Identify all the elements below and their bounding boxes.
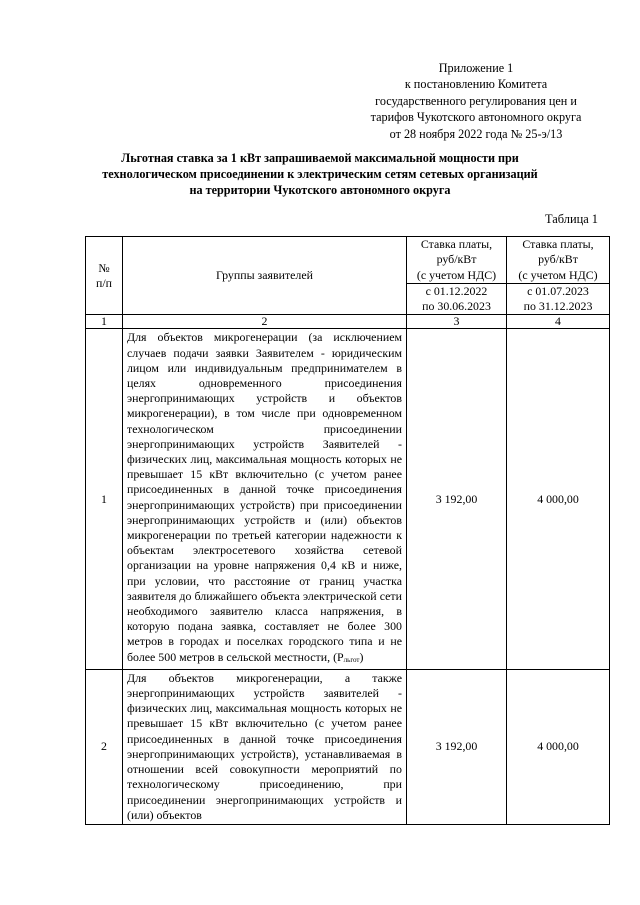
appendix-block <box>356 60 596 142</box>
appendix-line: государственного регулирования цен и <box>375 93 577 108</box>
header-rate-line: Ставка платы, <box>522 237 594 252</box>
document-title <box>95 150 545 199</box>
column-number: 2 <box>123 315 407 329</box>
header-period-2 <box>507 284 610 315</box>
row-rate-1: 3 192,00 <box>407 329 507 669</box>
table-label: Таблица 1 <box>545 212 598 226</box>
period-line: с 01.12.2022 <box>425 284 488 298</box>
header-num <box>86 237 123 315</box>
header-rate-line: Ставка платы, <box>420 237 493 252</box>
row-description-text: Для объектов микрогенерации (за исключением случаев подачи заявки Заявителем - юридическим лицом или индивидуальным предпринимателем в целях одновременного присоединения энергопринимающих устройств и объектов микрогенерации), в том числе при одновременном технологическом присоединении энергопринимающих устройств Заявителей - физических лиц, максимальная мощность которых не превышает 15 кВт включительно (с учетом ранее присоединенных в данной точке присоединения энергопринимающих устройств) при присоединении энергопринимающих устройств и (или) объектов микрогенерации по третьей категории надежности к объектам электросетевого хозяйства сетевой организации на уровне напряжения 0,4 кВ и ниже, при условии, что расстояние от границ участка заявителя до ближайшего объекта электрической сети необходимого заявителю класса напряжения, в которую подана заявка, составляет не более 300 метров в городах и поселках городского типа и не более 500 метров в сельской местности, (Р <box>127 330 402 664</box>
column-number: 4 <box>507 315 610 329</box>
row-description: Для объектов микрогенерации, а также энергопринимающих устройств заявителей - физических лиц, максимальная мощность которых не превышает 15 кВт включительно (с учетом ранее присоединенных в данной точке присоединения энергопринимающих устройств), устанавливаемая в отношении всей совокупности мероприятий по технологическому присоединению, при присоединении энергопринимающих устройств и (или) объектов <box>123 669 407 824</box>
column-number: 1 <box>86 315 123 329</box>
row-rate-1: 3 192,00 <box>407 669 507 824</box>
period-line: по 31.12.2023 <box>523 299 593 314</box>
table-row <box>86 329 610 669</box>
table-row <box>86 669 610 824</box>
row-number: 2 <box>86 669 123 824</box>
header-rate-line: (с учетом НДС) <box>416 267 497 282</box>
title-line: Льготная ставка за 1 кВт запрашиваемой максимальной мощности при <box>121 151 519 165</box>
header-rate-line: руб/кВт <box>436 252 477 267</box>
row-description <box>123 329 407 669</box>
header-rate-1 <box>407 237 507 284</box>
period-line: по 30.06.2023 <box>422 299 491 314</box>
header-row <box>86 237 610 284</box>
column-number: 3 <box>407 315 507 329</box>
header-period-1 <box>407 284 507 315</box>
appendix-line: тарифов Чукотского автономного округа <box>370 110 582 125</box>
column-number-row <box>86 315 610 329</box>
row-rate-2: 4 000,00 <box>507 669 610 824</box>
header-rate-line: руб/кВт <box>538 252 578 267</box>
appendix-line: к постановлению Комитета <box>404 77 548 92</box>
appendix-line: от 28 ноября 2022 года № 25-э/13 <box>389 126 563 141</box>
row-description-tail: ) <box>359 649 364 664</box>
tariff-table <box>85 236 610 825</box>
row-number: 1 <box>86 329 123 669</box>
header-num-line: п/п <box>95 275 113 290</box>
row-description-subscript: льгот <box>343 655 360 664</box>
title-line: технологическом присоединении к электрическим сетям сетевых организаций <box>102 167 538 182</box>
period-line: с 01.07.2023 <box>527 284 589 298</box>
title-line: на территории Чукотского автономного округа <box>189 183 451 198</box>
header-num-line: № <box>98 260 110 275</box>
header-rate-line: (с учетом НДС) <box>518 267 598 282</box>
header-groups: Группы заявителей <box>123 237 407 315</box>
appendix-line: Приложение 1 <box>438 61 514 75</box>
row-rate-2: 4 000,00 <box>507 329 610 669</box>
header-rate-2 <box>507 237 610 284</box>
